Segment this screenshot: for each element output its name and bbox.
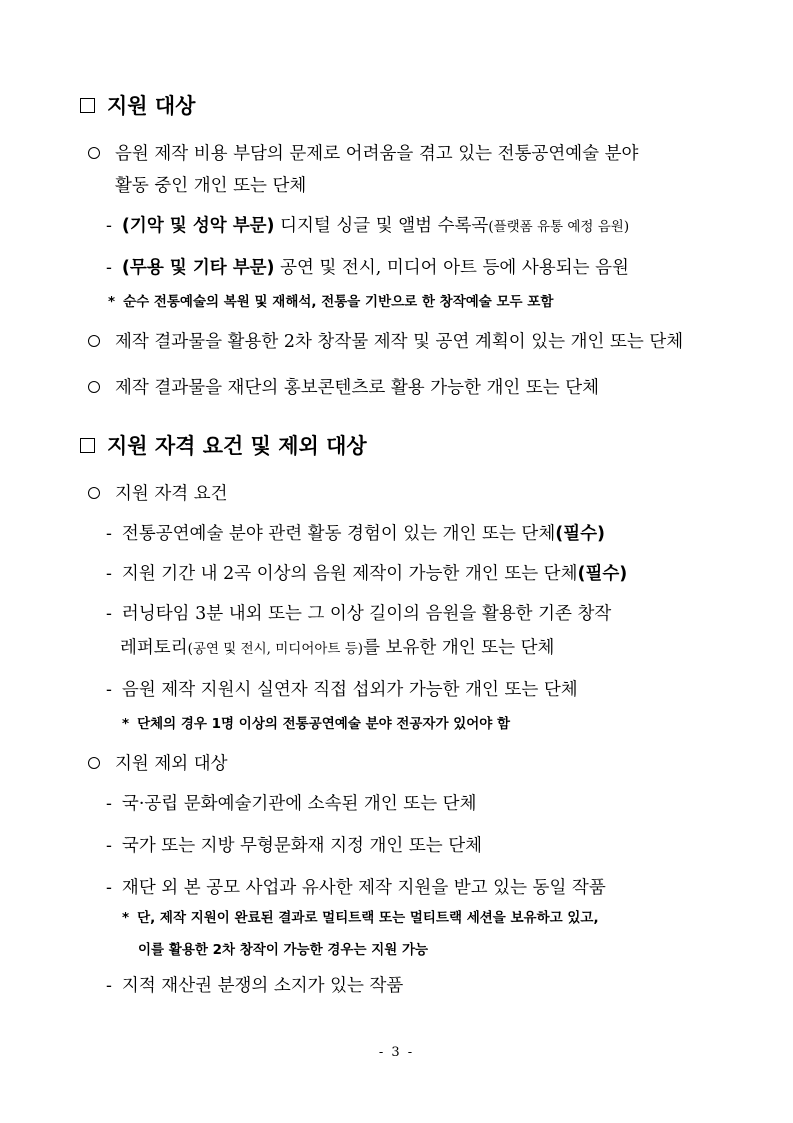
bullet-item [88,376,599,400]
sub-item-label: (무용 및 기타 부문) [121,258,275,278]
sub-item-text: 를 보유한 개인 또는 단체 [363,638,555,658]
required-tag: (필수) [555,524,606,544]
item-text: 음원 제작 비용 부담의 문제로 어려움을 겪고 있는 전통공연예술 분야 [115,144,639,164]
sub-item [106,522,605,546]
heading-text: 지원 자격 요건 및 제외 대상 [107,434,367,458]
sub-item-small: (플랫폼 유통 예정 음원) [488,219,630,235]
dash-bullet-icon: - [106,604,112,624]
sub-item-text: 지적 재산권 분쟁의 소지가 있는 작품 [121,976,404,996]
dash-bullet-icon: - [106,836,112,856]
circle-bullet-icon [88,335,100,347]
note [108,292,553,312]
dash-bullet-icon: - [106,878,112,898]
circle-bullet-icon [88,381,100,393]
dash-bullet-icon: - [106,524,112,544]
page-number: - 3 - [378,1045,415,1060]
note [122,714,510,734]
item-text: 제작 결과물을 활용한 2차 창작물 제작 및 공연 계획이 있는 개인 또는 단체 [115,332,684,352]
sub-item-small: (공연 및 전시, 미디어아트 등) [187,641,364,657]
sub-item-text: 공연 및 전시, 미디어 아트 등에 사용되는 음원 [274,258,629,278]
bullet-item-continuation [115,174,306,198]
sub-item [106,876,606,900]
bullet-item [88,482,228,506]
sub-item [106,256,629,280]
dash-bullet-icon: - [106,976,112,996]
dash-bullet-icon: - [106,680,112,700]
note-continuation [138,940,428,960]
dash-bullet-icon: - [106,564,112,584]
sub-item [106,562,627,586]
note-text: 단체의 경우 1명 이상의 전통공연예술 분야 전공자가 있어야 함 [137,716,511,732]
sub-item-text: 재단 외 본 공모 사업과 유사한 제작 지원을 받고 있는 동일 작품 [121,878,606,898]
sub-item-text: 국·공립 문화예술기관에 소속된 개인 또는 단체 [121,794,477,814]
circle-bullet-icon [88,487,100,499]
sub-item-text: 국가 또는 지방 무형문화재 지정 개인 또는 단체 [121,836,483,856]
sub-item [106,834,482,858]
asterisk-icon: * [122,716,130,732]
note-text: 이를 활용한 2차 창작이 가능한 경우는 지원 가능 [138,942,429,958]
sub-item-label: (기악 및 성악 부문) [121,216,275,236]
sub-item [106,602,611,626]
section-heading-support-target [80,92,195,120]
circle-bullet-icon [88,757,100,769]
sub-item-continuation [120,636,554,661]
bullet-item [88,330,683,354]
note-text: 단, 제작 지원이 완료된 결과로 멀티트랙 또는 멀티트랙 세션을 보유하고 있고, [137,910,599,926]
note-text: 순수 전통예술의 복원 및 재해석, 전통을 기반으로 한 창작예술 모두 포함 [123,294,554,310]
sub-item-text: 러닝타임 3분 내외 또는 그 이상 길이의 음원을 활용한 기존 창작 [121,604,612,624]
item-text: 지원 자격 요건 [115,484,228,504]
sub-item-text: 레퍼토리 [120,638,188,658]
asterisk-icon: * [122,910,130,926]
circle-bullet-icon [88,147,100,159]
dash-bullet-icon: - [106,258,112,278]
heading-text: 지원 대상 [107,94,196,118]
checkbox-square-icon [80,438,95,453]
sub-item-text: 디지털 싱글 및 앨범 수록곡 [274,216,489,236]
sub-item [106,214,629,239]
item-text: 활동 중인 개인 또는 단체 [115,176,307,196]
checkbox-square-icon [80,98,95,113]
dash-bullet-icon: - [106,794,112,814]
sub-item-text: 음원 제작 지원시 실연자 직접 섭외가 가능한 개인 또는 단체 [121,680,578,700]
sub-item-text: 지원 기간 내 2곡 이상의 음원 제작이 가능한 개인 또는 단체 [121,564,578,584]
dash-bullet-icon: - [106,216,112,236]
sub-item-text: 전통공연예술 분야 관련 활동 경험이 있는 개인 또는 단체 [121,524,556,544]
item-text: 지원 제외 대상 [115,754,228,774]
note [122,908,599,928]
section-heading-eligibility [80,432,367,460]
sub-item [106,792,477,816]
required-tag: (필수) [577,564,628,584]
asterisk-icon: * [108,294,116,310]
bullet-item [88,752,228,776]
item-text: 제작 결과물을 재단의 홍보콘텐츠로 활용 가능한 개인 또는 단체 [115,378,600,398]
bullet-item [88,142,638,166]
sub-item [106,974,403,998]
sub-item [106,678,578,702]
